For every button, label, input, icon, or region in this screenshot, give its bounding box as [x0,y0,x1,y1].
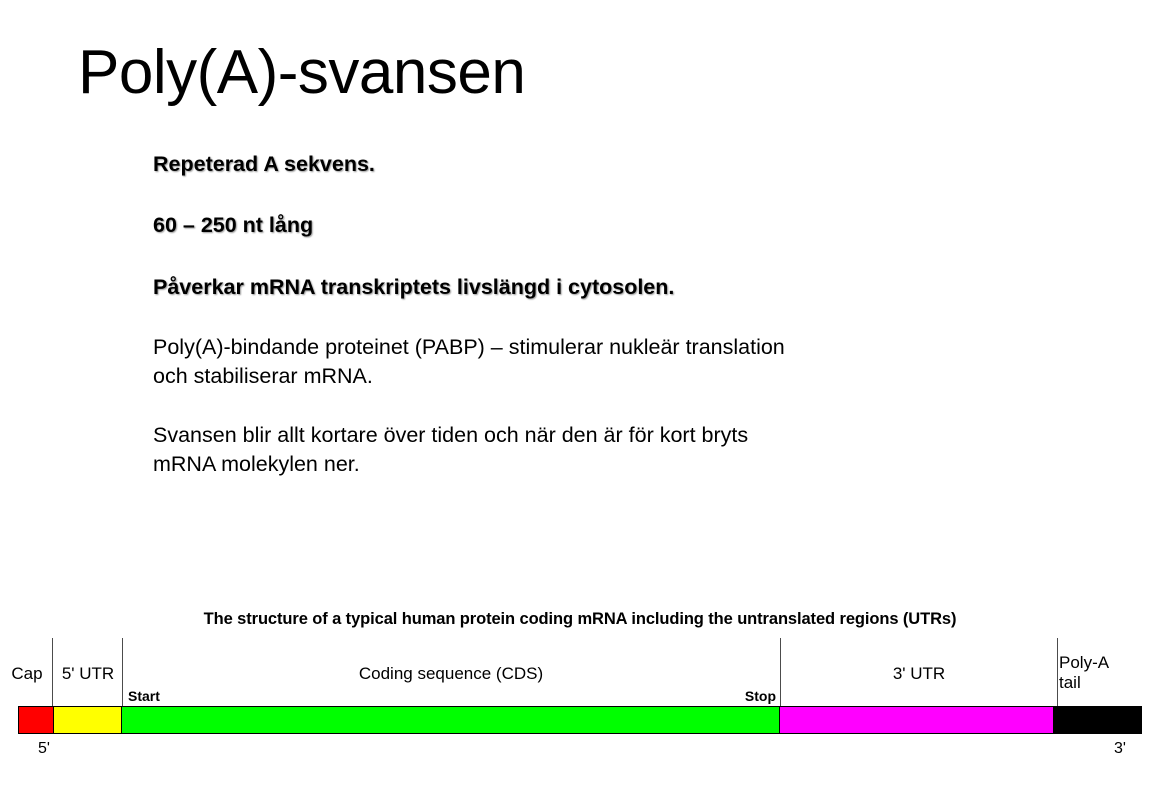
mrna-bar [18,706,1142,734]
label-5-prime-end: 5' [38,740,50,757]
text-spacer [153,240,1033,273]
body-paragraph-5-line-1: Svansen blir allt kortare över tiden och när den är för kort bryts [153,423,749,448]
segment-cds [121,707,778,733]
label-coding-sequence: Coding sequence (CDS) [358,664,544,683]
page-title: Poly(A)-svansen [78,38,526,107]
segment-cap [19,707,53,733]
text-spacer [153,391,1033,421]
label-5-utr: 5' UTR [61,664,115,683]
segment-3-utr [779,707,1054,733]
body-paragraph-2: 60 – 250 nt lång [153,213,314,238]
label-3-prime-end: 3' [1114,740,1126,757]
segment-poly-a-tail [1053,707,1141,733]
segment-5-utr [53,707,121,733]
label-poly-a-tail-line-2: tail [1059,673,1081,692]
tick-utr5-left [122,638,123,706]
figure-caption: The structure of a typical human protein coding mRNA including the untranslated regions (UTRs) [203,610,957,628]
body-paragraph-5-line-2: mRNA molekylen ner. [153,452,360,477]
mrna-structure-figure [0,600,1160,804]
body-paragraph-4-line-2: och stabiliserar mRNA. [153,364,373,389]
body-paragraph-4-line-1: Poly(A)-bindande proteinet (PABP) – stimulerar nukleär translation [153,335,785,360]
tick-cap-left [52,638,53,706]
label-poly-a-tail-line-1: Poly-A [1059,653,1110,672]
marker-stop: Stop [744,688,776,704]
label-3-utr: 3' UTR [892,664,946,683]
tick-cds-stop [780,638,781,706]
text-spacer [153,179,1033,211]
label-cap: Cap [11,664,43,683]
text-spacer [153,302,1033,333]
tick-polya-left [1057,638,1058,706]
body-paragraph-3: Påverkar mRNA transkriptets livslängd i cytosolen. [153,275,675,300]
slide-body-text [153,150,1033,479]
marker-start: Start [128,688,160,704]
body-paragraph-1: Repeterad A sekvens. [153,152,375,176]
